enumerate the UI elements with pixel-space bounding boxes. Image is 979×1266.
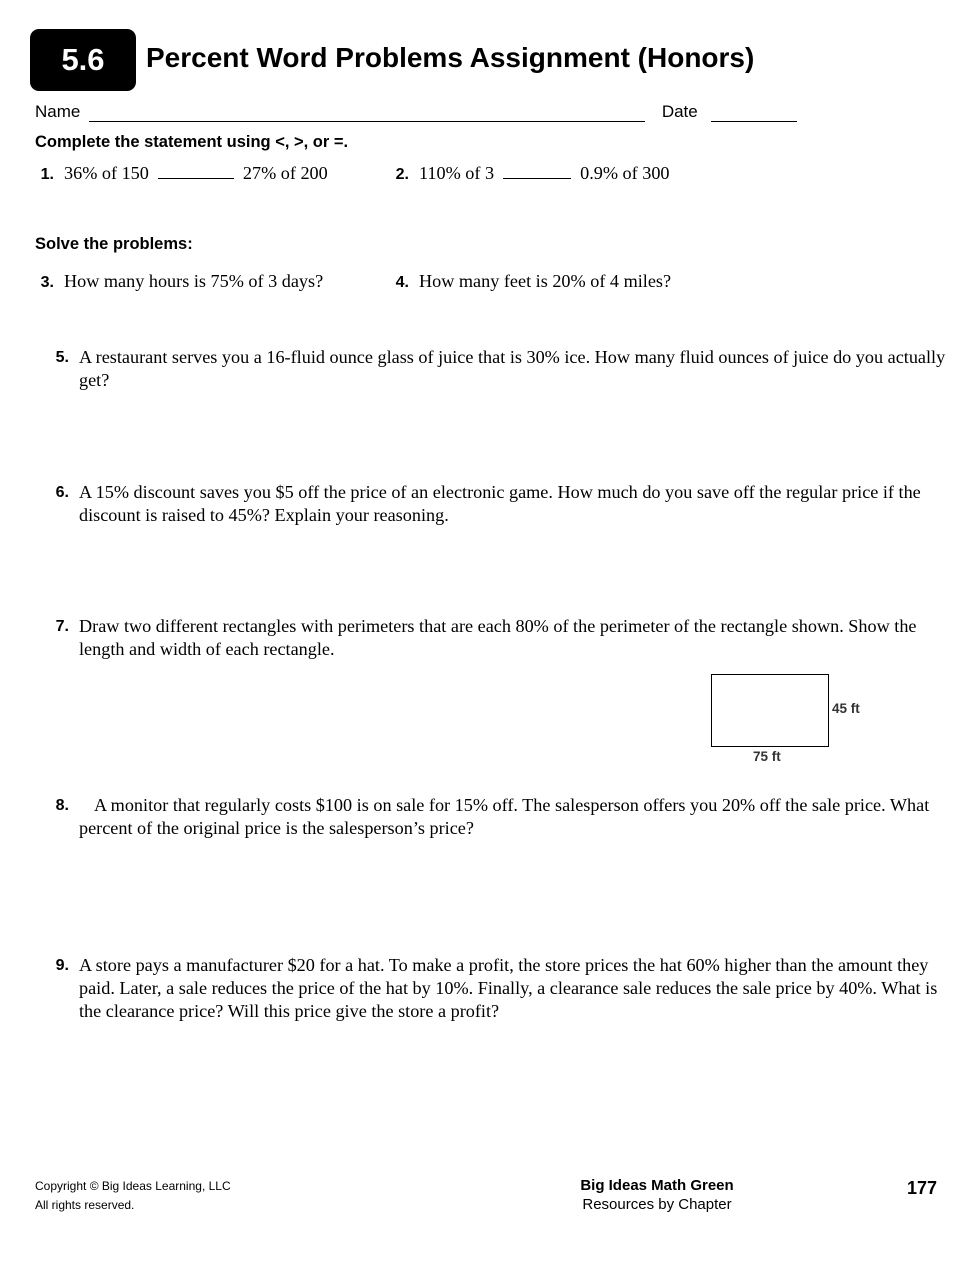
date-label: Date: [661, 102, 698, 121]
book-info: [557, 1176, 757, 1214]
question-6: [35, 481, 950, 527]
question-number: 4.: [395, 274, 409, 291]
question-number: 2.: [395, 166, 409, 183]
question-left-expression: 36% of 150: [64, 163, 149, 183]
section-number: 5.6: [61, 42, 105, 77]
copyright-line-1: Copyright © Big Ideas Learning, LLC: [35, 1179, 231, 1193]
book-title: Big Ideas Math Green: [580, 1177, 734, 1194]
answer-blank[interactable]: [158, 161, 234, 179]
question-number: 6.: [55, 484, 69, 501]
book-subtitle: Resources by Chapter: [582, 1196, 732, 1213]
rectangle-figure: [711, 674, 829, 747]
question-number: 5.: [55, 349, 69, 366]
question-1: [20, 161, 328, 185]
question-number: 8.: [55, 797, 69, 814]
question-text: A restaurant serves you a 16-fluid ounce glass of juice that is 30% ice. How many fluid ounces of juice do you actually get?: [79, 347, 946, 390]
name-label: Name: [35, 102, 81, 121]
height-label: 45 ft: [832, 701, 860, 716]
question-text: Draw two different rectangles with perimeters that are each 80% of the perimeter of the rectangle shown. Show the length and width of each rectangle.: [79, 616, 917, 659]
page-title: Percent Word Problems Assignment (Honors): [146, 42, 755, 73]
question-2: [375, 161, 670, 185]
question-number: 9.: [55, 957, 69, 974]
question-left-expression: 110% of 3: [419, 163, 495, 183]
question-right-expression: 0.9% of 300: [580, 163, 670, 183]
question-number: 1.: [40, 166, 54, 183]
question-right-expression: 27% of 200: [242, 163, 328, 183]
question-text: How many hours is 75% of 3 days?: [64, 271, 324, 291]
question-text: How many feet is 20% of 4 miles?: [419, 271, 672, 291]
question-number: 3.: [40, 274, 54, 291]
part1-instruction: Complete the statement using <, >, or =.: [35, 133, 349, 151]
width-label: 75 ft: [753, 749, 781, 764]
question-8: [35, 794, 950, 840]
question-9: [35, 954, 950, 1023]
copyright: [35, 1177, 231, 1215]
answer-blank[interactable]: [503, 161, 571, 179]
question-4: [375, 270, 671, 293]
date-line[interactable]: [711, 103, 797, 122]
question-5: [35, 346, 950, 392]
question-3: [20, 270, 323, 293]
copyright-line-2: All rights reserved.: [35, 1198, 135, 1212]
section-badge: [30, 29, 136, 91]
question-text: A monitor that regularly costs $100 is on sale for 15% off. The salesperson offers you 20% off the sale price. What percent of the original price is the salesperson’s price?: [79, 795, 930, 838]
student-info-row: [35, 102, 797, 122]
question-text: A store pays a manufacturer $20 for a hat. To make a profit, the store prices the hat 60% higher than the amount they paid. Later, a sale reduces the price of the hat by 10%. Finally, a clearance sale reduces the sale price by 40%. What is the clearance price? Will this price give the store a profit?: [79, 955, 938, 1021]
page-number: 177: [907, 1178, 938, 1198]
question-number: 7.: [55, 618, 69, 635]
part2-instruction: Solve the problems:: [35, 235, 193, 253]
question-7: [35, 615, 950, 661]
question-text: A 15% discount saves you $5 off the price of an electronic game. How much do you save off the regular price if the discount is raised to 45%? Explain your reasoning.: [79, 482, 921, 525]
name-line[interactable]: [89, 103, 645, 122]
